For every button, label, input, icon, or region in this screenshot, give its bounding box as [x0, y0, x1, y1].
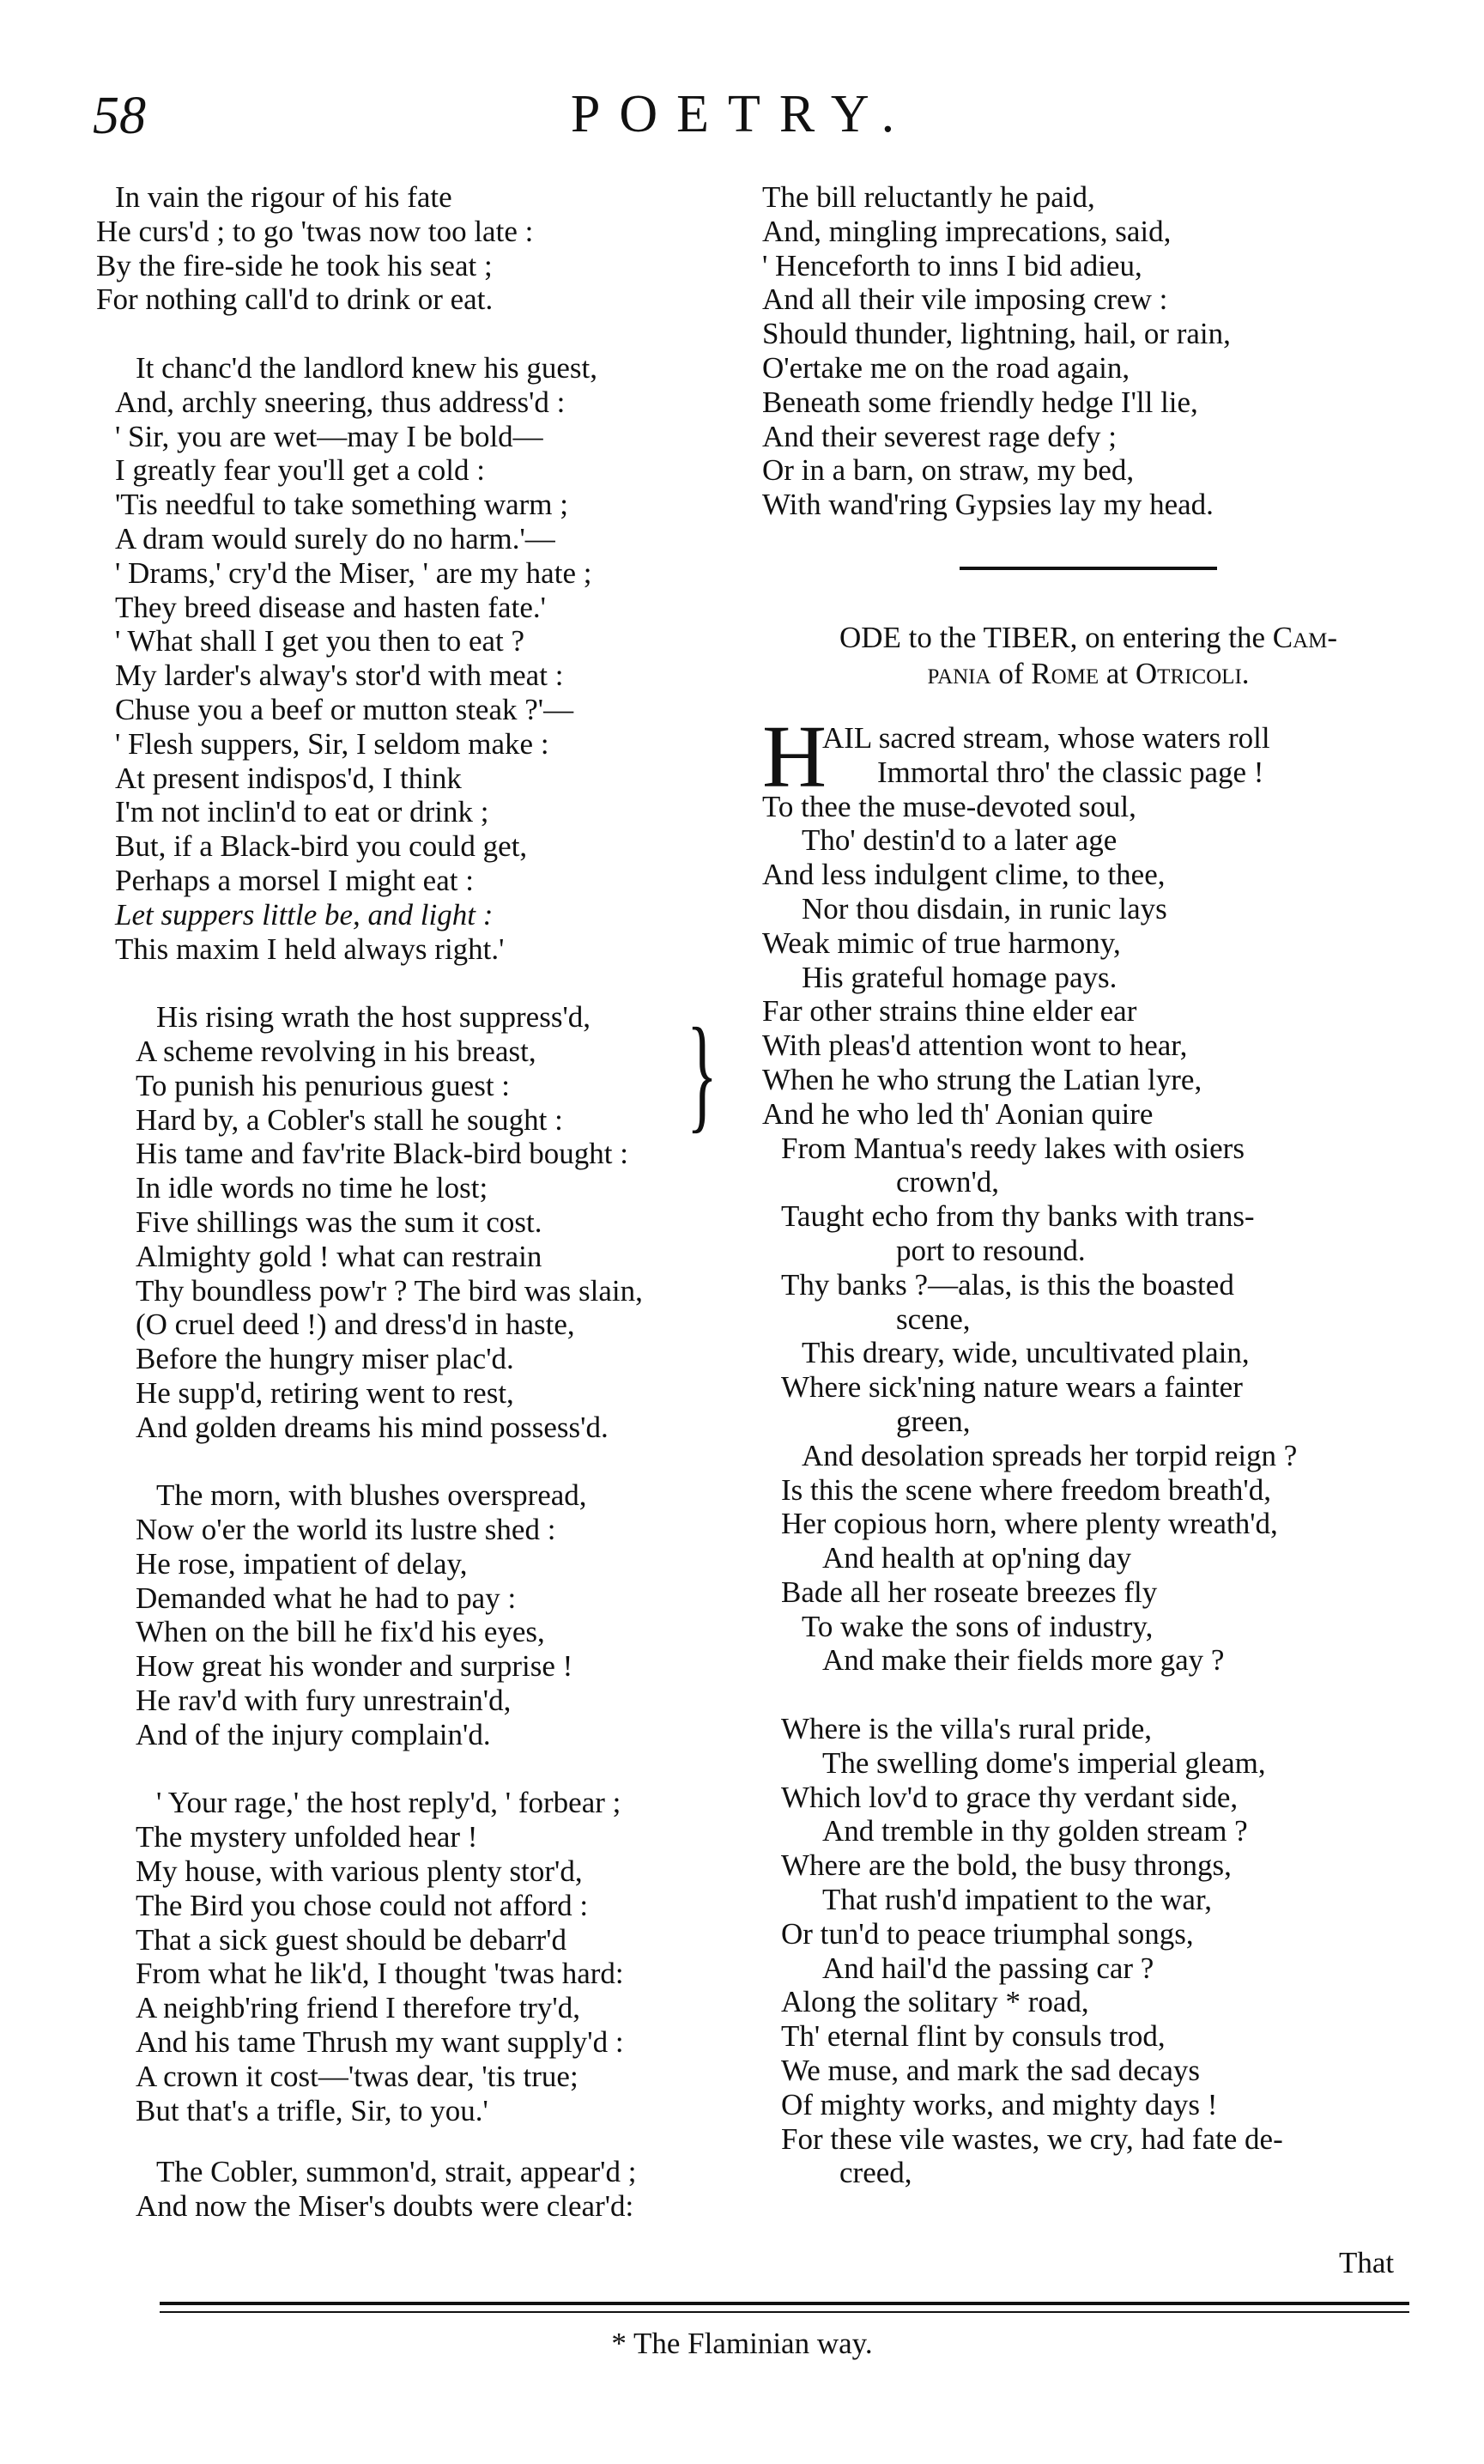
verse-line: The mystery unfolded hear ! — [136, 1820, 478, 1854]
verse-line: I greatly fear you'll get a cold : — [115, 453, 485, 488]
verse-line: Tho' destin'd to a later age — [802, 823, 1118, 858]
verse-line: But that's a trifle, Sir, to you.' — [136, 2093, 488, 2127]
verse-line: His rising wrath the host suppress'd, — [156, 1000, 591, 1035]
verse-line: To thee the muse-devoted soul, — [762, 789, 1136, 823]
verse-line: At present indispos'd, I think — [115, 761, 462, 795]
verse-line: His tame and fav'rite Black-bird bought : — [136, 1137, 628, 1171]
verse-line: In idle words no time he lost; — [136, 1171, 488, 1205]
verse-line: Five shillings was the sum it cost. — [136, 1205, 542, 1239]
ode-title-text: ODE to the TIBER, on entering the — [839, 620, 1273, 654]
verse-line: He rose, impatient of delay, — [136, 1546, 468, 1581]
verse-line: Thy boundless pow'r ? The bird was slain, — [136, 1273, 643, 1308]
verse-line: green, — [896, 1404, 971, 1438]
verse-line: creed, — [839, 2156, 912, 2190]
verse-line: He rav'd with fury unrestrain'd, — [136, 1684, 512, 1718]
footnote-rule — [160, 2302, 1409, 2305]
verse-line: I'm not inclin'd to eat or drink ; — [115, 795, 489, 829]
verse-line: Far other strains thine elder ear — [762, 994, 1137, 1029]
verse-line: Before the hungry miser plac'd. — [136, 1342, 514, 1376]
verse-line: My house, with various plenty stor'd, — [136, 1854, 583, 1889]
verse-line: He supp'd, retiring went to rest, — [136, 1375, 514, 1410]
verse-line: Where are the bold, the busy throngs, — [781, 1848, 1232, 1883]
ode-title-text: at — [1099, 656, 1136, 690]
ode-stanza-2 — [762, 1712, 1414, 2190]
ode-title — [762, 620, 1414, 692]
stanza-top — [762, 180, 1414, 522]
verse-line: Her copious horn, where plenty wreath'd, — [781, 1507, 1278, 1541]
ode-title-text: Cam- — [1272, 620, 1338, 654]
verse-line: He curs'd ; to go 'twas now too late : — [96, 214, 534, 248]
verse-line: AIL sacred stream, whose waters roll — [822, 720, 1270, 755]
verse-line: ' Drams,' cry'd the Miser, ' are my hate ; — [115, 555, 592, 590]
verse-line: And hail'd the passing car ? — [822, 1951, 1154, 1985]
verse-line: The swelling dome's imperial gleam, — [822, 1745, 1266, 1780]
verse-line: That a sick guest should be debarr'd — [136, 1922, 566, 1957]
verse-line: ' Sir, you are wet—may I be bold— — [115, 419, 543, 453]
verse-line: The Bird you chose could not afford : — [136, 1888, 589, 1922]
verse-line: Th' eternal flint by consuls trod, — [781, 2019, 1166, 2054]
verse-line: Bade all her roseate breezes fly — [781, 1575, 1158, 1609]
verse-line: (O cruel deed !) and dress'd in haste, — [136, 1308, 575, 1342]
verse-line: Thy banks ?—alas, is this the boasted — [781, 1267, 1234, 1302]
verse-line: And, mingling imprecations, said, — [762, 214, 1172, 248]
verse-line: Taught echo from thy banks with trans- — [781, 1199, 1255, 1234]
ode-stanza-1 — [762, 707, 1414, 1678]
verse-line: O'ertake me on the road again, — [762, 350, 1130, 385]
verse-line: And of the injury complain'd. — [136, 1717, 491, 1751]
verse-line: They breed disease and hasten fate.' — [115, 590, 546, 624]
ode-title-text: Rome — [1031, 656, 1099, 690]
verse-line: A crown it cost—'twas dear, 'tis true; — [136, 2059, 578, 2093]
verse-line: The Cobler, summon'd, strait, appear'd ; — [156, 2155, 637, 2189]
verse-line: The morn, with blushes overspread, — [156, 1478, 587, 1513]
verse-line: Or tun'd to peace triumphal songs, — [781, 1916, 1194, 1951]
ode-title-text: Otricoli. — [1135, 656, 1250, 690]
verse-line: And health at op'ning day — [822, 1541, 1132, 1575]
brace-mark: } — [687, 1002, 718, 1144]
verse-line: Nor thou disdain, in runic lays — [802, 891, 1167, 926]
verse-line: This maxim I held always right.' — [115, 932, 505, 966]
verse-line: With pleas'd attention wont to hear, — [762, 1029, 1188, 1063]
verse-line: Beneath some friendly hedge I'll lie, — [762, 385, 1198, 419]
stanza-1 — [96, 180, 748, 317]
verse-line: And their severest rage defy ; — [762, 419, 1118, 453]
verse-line: scene, — [896, 1302, 971, 1336]
verse-line: When he who strung the Latian lyre, — [762, 1062, 1202, 1096]
verse-line: ' Henceforth to inns I bid adieu, — [762, 248, 1142, 282]
footnote-rule-thin — [160, 2311, 1409, 2313]
verse-line: How great his wonder and surprise ! — [136, 1649, 573, 1684]
verse-line: Now o'er the world its lustre shed : — [136, 1513, 556, 1547]
verse-line: Immortal thro' the classic page ! — [877, 755, 1264, 789]
verse-line: A neighb'ring friend I therefore try'd, — [136, 1991, 580, 2025]
verse-line: Hard by, a Cobler's stall he sought : — [136, 1102, 563, 1137]
verse-line: Almighty gold ! what can restrain — [136, 1239, 542, 1273]
running-head: POETRY. — [570, 85, 914, 143]
verse-line: To wake the sons of industry, — [802, 1609, 1154, 1643]
stanza-3 — [96, 1000, 748, 1444]
left-column — [96, 180, 748, 2258]
drop-cap: H — [762, 707, 827, 806]
stanza-2 — [96, 351, 748, 966]
verse-line: To punish his penurious guest : — [136, 1068, 511, 1102]
verse-line: It chanc'd the landlord knew his guest, — [136, 350, 597, 385]
verse-line: And now the Miser's doubts were clear'd: — [136, 2189, 634, 2224]
verse-line: A dram would surely do no harm.'— — [115, 521, 555, 555]
verse-line: crown'd, — [896, 1165, 1000, 1199]
verse-line: My larder's alway's stor'd with meat : — [115, 658, 564, 693]
footnote: * The Flaminian way. — [611, 2327, 873, 2360]
verse-line: Let suppers little be, and light : — [115, 897, 494, 932]
verse-line: ' What shall I get you then to eat ? — [115, 624, 525, 658]
verse-line: A scheme revolving in his breast, — [136, 1034, 536, 1068]
verse-line: This dreary, wide, uncultivated plain, — [802, 1336, 1250, 1370]
verse-line: Of mighty works, and mighty days ! — [781, 2087, 1218, 2121]
verse-line: From Mantua's reedy lakes with osiers — [781, 1131, 1245, 1165]
verse-line: Along the solitary * road, — [781, 1985, 1089, 2019]
verse-line: From what he lik'd, I thought 'twas hard: — [136, 1957, 624, 1991]
catchword: That — [1339, 2246, 1395, 2279]
verse-line: But, if a Black-bird you could get, — [115, 829, 528, 864]
verse-line: And, archly sneering, thus address'd : — [115, 385, 566, 419]
section-separator — [960, 567, 1217, 570]
verse-line: And golden dreams his mind possess'd. — [136, 1410, 609, 1444]
verse-line: For nothing call'd to drink or eat. — [96, 282, 494, 317]
stanza-5 — [96, 1786, 748, 2127]
page-number: 58 — [93, 87, 146, 145]
verse-line: And he who led th' Aonian quire — [762, 1096, 1154, 1131]
stanza-6 — [96, 2155, 748, 2224]
verse-line: Demanded what he had to pay : — [136, 1581, 517, 1615]
verse-line: And tremble in thy golden stream ? — [822, 1814, 1248, 1848]
verse-line: We muse, and mark the sad decays — [781, 2054, 1200, 2088]
verse-line: port to resound. — [896, 1233, 1086, 1267]
stanza-4 — [96, 1478, 748, 1751]
right-column — [762, 180, 1414, 2224]
verse-line: Perhaps a morsel I might eat : — [115, 863, 474, 897]
verse-line: 'Tis needful to take something warm ; — [115, 488, 569, 522]
verse-line: And his tame Thrush my want supply'd : — [136, 2025, 624, 2060]
verse-line: His grateful homage pays. — [802, 960, 1118, 994]
verse-line: Or in a barn, on straw, my bed, — [762, 453, 1135, 488]
verse-line: Where is the villa's rural pride, — [781, 1712, 1152, 1746]
verse-line: The bill reluctantly he paid, — [762, 180, 1095, 214]
verse-line: Which lov'd to grace thy verdant side, — [781, 1780, 1239, 1814]
verse-line: With wand'ring Gypsies lay my head. — [762, 488, 1214, 522]
verse-line: And desolation spreads her torpid reign ? — [802, 1438, 1298, 1472]
verse-line: Where sick'ning nature wears a fainter — [781, 1370, 1243, 1405]
verse-line: In vain the rigour of his fate — [115, 180, 452, 214]
ode-title-text: pania — [927, 656, 991, 690]
verse-line: ' Flesh suppers, Sir, I seldom make : — [115, 726, 549, 761]
verse-line: And make their fields more gay ? — [822, 1643, 1225, 1678]
verse-line: Is this the scene where freedom breath'd, — [781, 1472, 1271, 1507]
verse-line: And less indulgent clime, to thee, — [762, 858, 1166, 892]
verse-line: Should thunder, lightning, hail, or rain, — [762, 317, 1231, 351]
verse-line: By the fire-side he took his seat ; — [96, 248, 493, 282]
verse-line: When on the bill he fix'd his eyes, — [136, 1615, 545, 1649]
verse-line: That rush'd impatient to the war, — [822, 1883, 1212, 1917]
verse-line: And all their vile imposing crew : — [762, 282, 1168, 317]
verse-line: ' Your rage,' the host reply'd, ' forbear ; — [156, 1786, 621, 1820]
verse-line: Chuse you a beef or mutton steak ?'— — [115, 692, 574, 726]
verse-line: For these vile wastes, we cry, had fate de- — [781, 2121, 1283, 2156]
verse-line: Weak mimic of true harmony, — [762, 926, 1121, 960]
ode-title-text: of — [990, 656, 1032, 690]
